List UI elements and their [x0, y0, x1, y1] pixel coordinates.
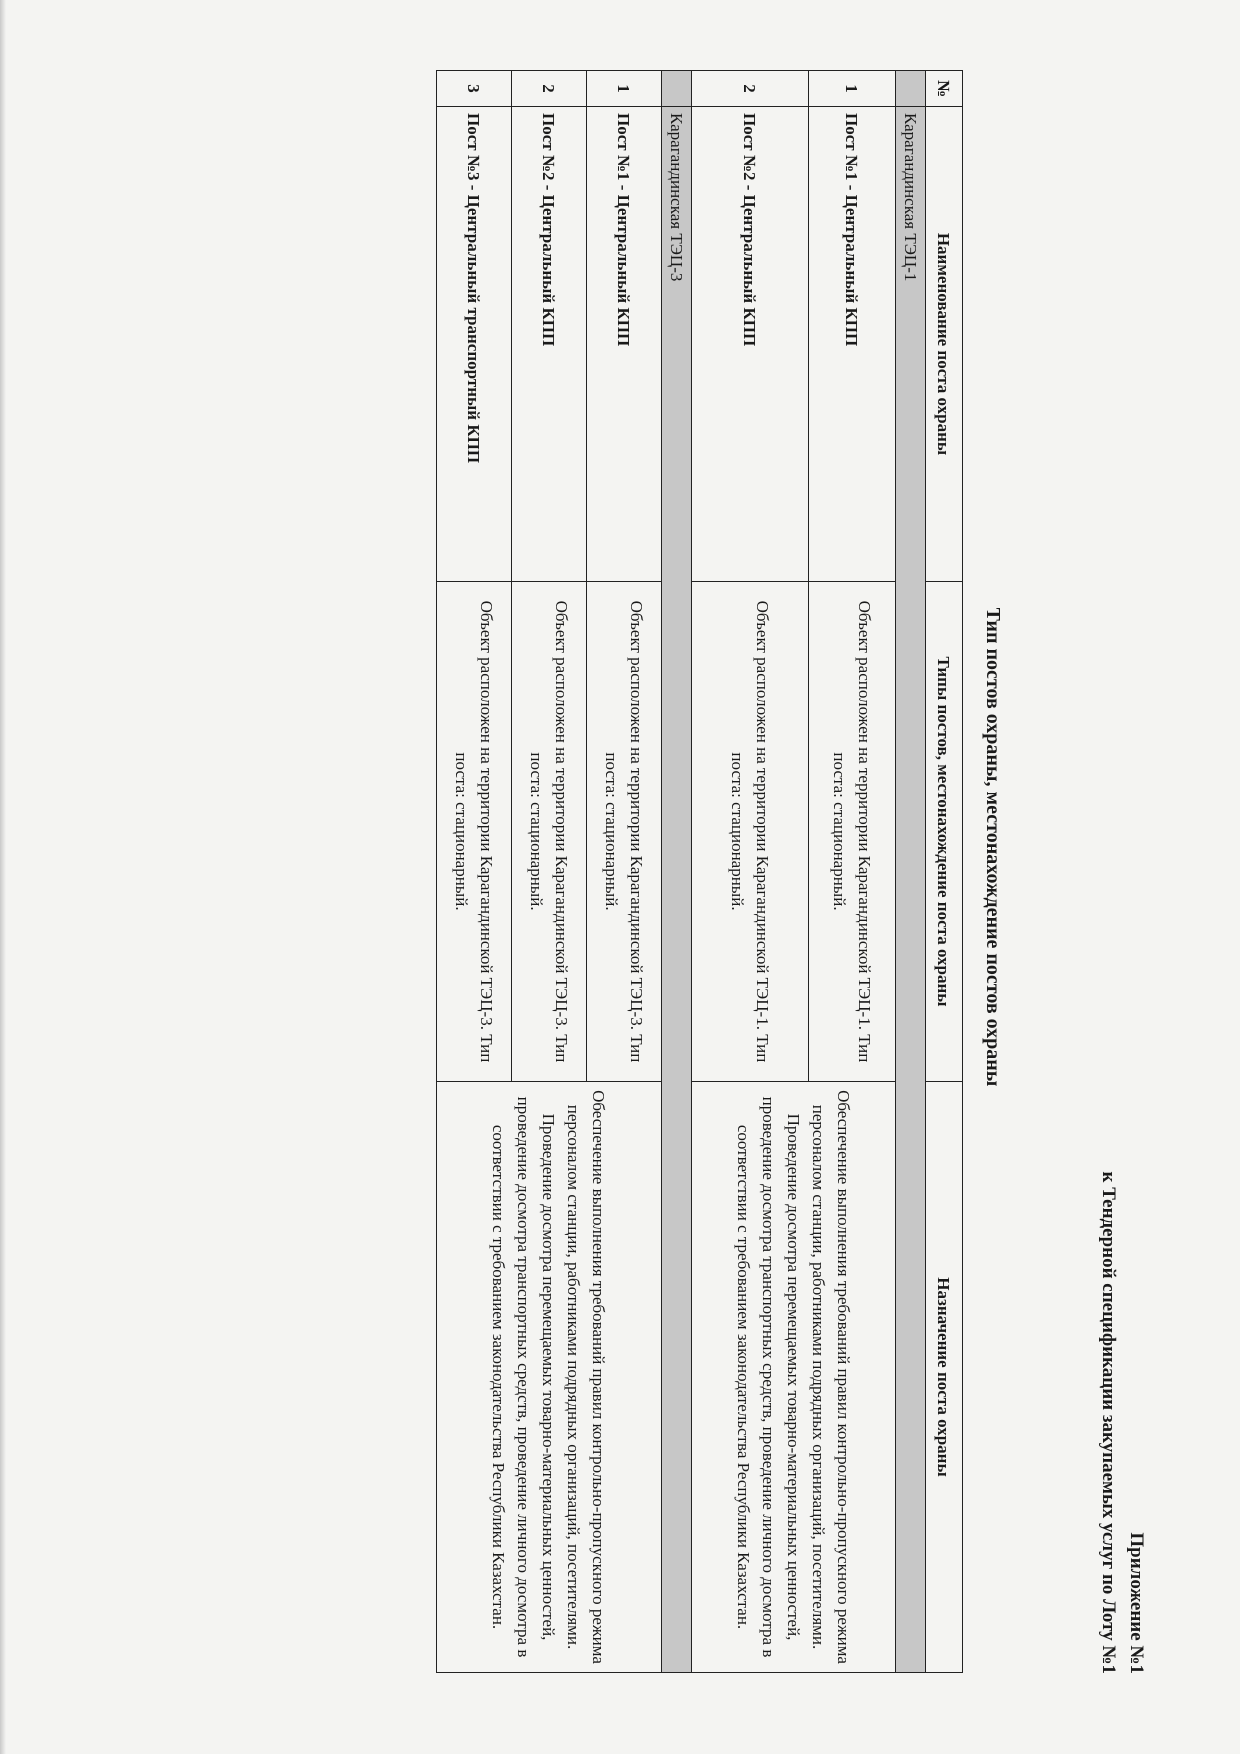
post-type: Объект расположен на территории Карагандинской ТЭЦ-1. Тип поста: стационарный. [692, 582, 809, 1082]
row-number: 2 [692, 71, 809, 107]
table-header-row [926, 71, 963, 1673]
post-name: Пост №3 - Центральный транспортный КПП [437, 107, 512, 582]
post-purpose: Обеспечение выполнения требований правил контрольно-пропускного режима персоналом станции, работниками подрядных организаций, посетителями. Проведение досмотра перемещаемых товарно-материальных ценностей, проведение досмотра транспортных средств, проведение личного досмотра в соответствии с требованием законодательства Республики Казахстан. [437, 1082, 662, 1673]
scan-edge [0, 0, 6, 1754]
row-number: 1 [809, 71, 896, 107]
post-name: Пост №1 - Центральный КПП [587, 107, 662, 582]
annex-reference: к Тендерной спецификации закупаемых услуг по Лоту №1 [1098, 1171, 1119, 1674]
post-type: Объект расположен на территории Карагандинской ТЭЦ-3. Тип поста: стационарный. [512, 582, 587, 1082]
annex-header [1094, 1172, 1150, 1675]
post-purpose: Обеспечение выполнения требований правил контрольно-пропускного режима персоналом станции, работниками подрядных организаций, посетителями. Проведение досмотра перемещаемых товарно-материальных ценностей, проведение досмотра транспортных средств, проведение личного досмотра в соответствии с требованием законодательства Республики Казахстан. [692, 1082, 896, 1673]
row-number: 1 [587, 71, 662, 107]
rotated-page [90, 20, 1200, 1674]
row-number: 3 [437, 71, 512, 107]
row-number: 2 [512, 71, 587, 107]
header-number: № [926, 71, 963, 107]
annex-number: Приложение №1 [1126, 1532, 1147, 1674]
post-name: Пост №2 - Центральный КПП [512, 107, 587, 582]
table-row [809, 71, 896, 1673]
post-name: Пост №2 - Центральный КПП [692, 107, 809, 582]
section-row-tec1 [896, 71, 926, 1673]
section-marker [896, 71, 926, 107]
table-row [587, 71, 662, 1673]
header-post-type: Типы постов, местонахождение поста охраны [926, 582, 963, 1082]
post-type: Объект расположен на территории Карагандинской ТЭЦ-3. Тип поста: стационарный. [437, 582, 512, 1082]
section-marker [662, 71, 692, 107]
document-title: Тип постов охраны, местонахождение постов охраны [982, 607, 1004, 1087]
section-row-tec3 [662, 71, 692, 1673]
security-posts-table [436, 70, 963, 1673]
section-title: Карагандинская ТЭЦ-3 [662, 107, 692, 1673]
section-title: Карагандинская ТЭЦ-1 [896, 107, 926, 1673]
post-type: Объект расположен на территории Карагандинской ТЭЦ-1. Тип поста: стационарный. [809, 582, 896, 1082]
post-type: Объект расположен на территории Карагандинской ТЭЦ-3. Тип поста: стационарный. [587, 582, 662, 1082]
header-post-purpose: Назначение поста охраны [926, 1082, 963, 1673]
post-name: Пост №1 - Центральный КПП [809, 107, 896, 582]
header-post-name: Наименование поста охраны [926, 107, 963, 582]
